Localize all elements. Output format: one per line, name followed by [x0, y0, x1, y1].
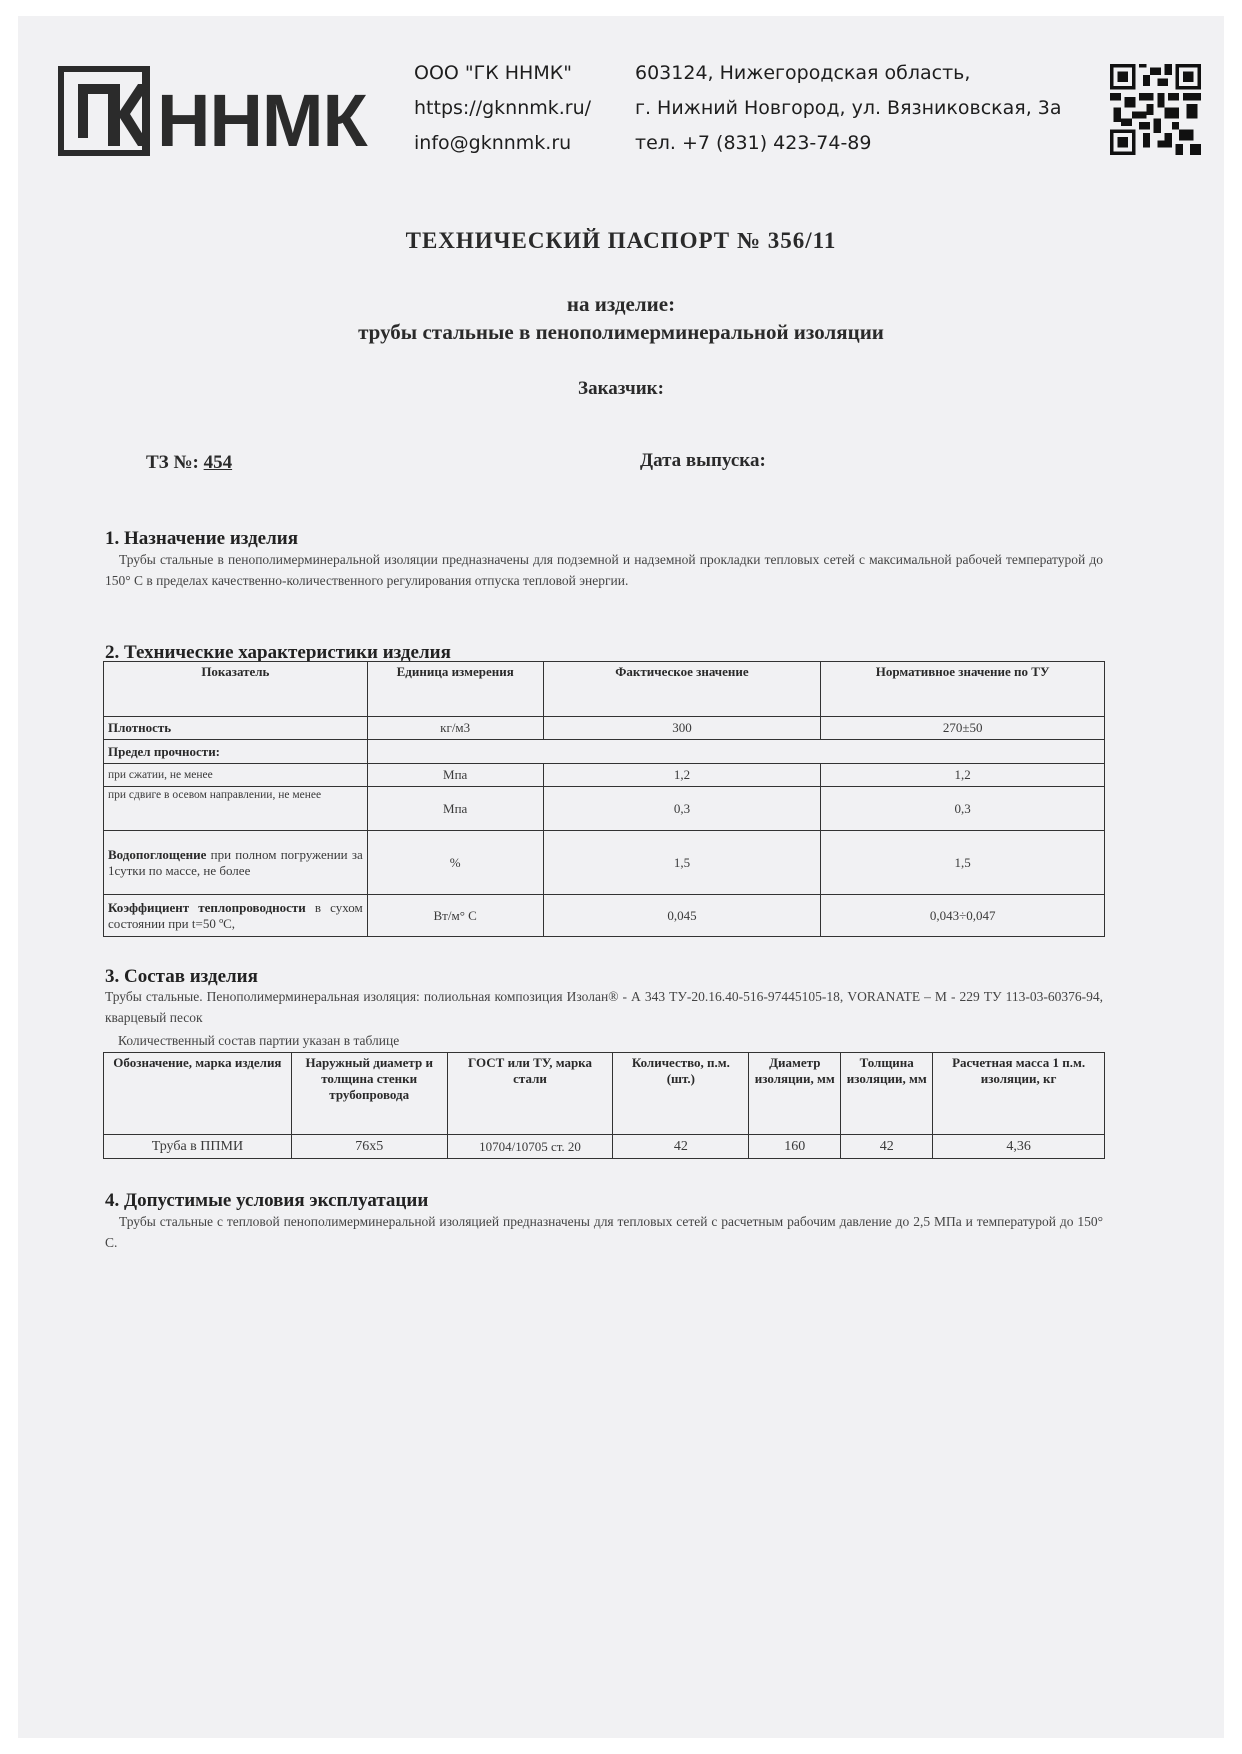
subtitle-1: на изделие: [566, 292, 676, 316]
section-3-note: Количественный состав партии указан в таблице [118, 1033, 400, 1048]
table-header-row [104, 662, 1105, 717]
param-norm: 270±50 [821, 717, 1105, 740]
header-insulation-thickness: Толщина изоляции, мм [841, 1053, 933, 1135]
tz-line [146, 452, 232, 474]
param-actual: 0,3 [543, 787, 821, 831]
company-email[interactable]: info@gknnmk.ru [414, 132, 572, 154]
company-site[interactable]: https://gknnmk.ru/ [414, 97, 592, 119]
param-name-bold: Коэффициент теплопроводности [108, 899, 306, 915]
cell-quantity: 42 [613, 1135, 749, 1159]
company-name: ООО "ГК ННМК" [414, 62, 572, 84]
header-parameter: Показатель [104, 662, 368, 717]
table-row [104, 895, 1105, 937]
param-name: при сдвиге в осевом направлении, не менее [104, 787, 368, 831]
param-norm: 0,043÷0,047 [821, 895, 1105, 937]
qr-code [1110, 64, 1201, 155]
param-norm: 1,5 [821, 831, 1105, 895]
subtitle-2: трубы стальные в пенополимерминеральной изоляции [358, 320, 884, 344]
param-name: Предел прочности: [104, 740, 368, 764]
param-name: Плотность [104, 717, 368, 740]
table-row [104, 740, 1105, 764]
param-unit: Вт/м° С [367, 895, 543, 937]
param-norm: 0,3 [821, 787, 1105, 831]
table-row [104, 717, 1105, 740]
table-row [104, 1135, 1105, 1159]
section-4-text: Трубы стальные с тепловой пенополимерминеральной изоляцией предназначены для тепловых сетей с расчетным рабочим давление до 2,5 МПа и температурой до 150° С. [105, 1214, 1103, 1250]
param-unit: Мпа [367, 787, 543, 831]
cell-gost: 10704/10705 ст. 20 [447, 1135, 613, 1159]
section-1-text: Трубы стальные в пенополимерминеральной изоляции предназначены для подземной и надземной прокладки тепловых сетей с максимальной рабочей температурой до 150° С в пределах качественно-количественного регулирования отпуска тепловой энергии. [105, 552, 1103, 588]
cell-mass: 4,36 [933, 1135, 1105, 1159]
cell-designation: Труба в ППМИ [104, 1135, 292, 1159]
header-insulation-diameter: Диаметр изоляции, мм [749, 1053, 841, 1135]
param-name: при сжатии, не менее [104, 764, 368, 787]
company-address [635, 56, 1062, 161]
table-row [104, 787, 1105, 831]
header-mass: Расчетная масса 1 п.м. изоляции, кг [933, 1053, 1105, 1135]
cell-diameter-wall: 76х5 [291, 1135, 447, 1159]
param-name-rest: при полном погружении за 1сутки по массе, не более [108, 846, 363, 878]
header-designation: Обозначение, марка изделия [104, 1053, 292, 1135]
param-unit: % [367, 831, 543, 895]
section-3-text: Трубы стальные. Пенополимерминеральная изоляция: полиольная композиция Изолан® - А 343 ТУ-20.16.40-516-97445105-18, VORANATE – M - 229 ТУ 113-03-60376-94, кварцевый песок [105, 989, 1103, 1025]
address-line-1: 603124, Нижегородская область, [635, 62, 971, 84]
header-norm: Нормативное значение по ТУ [821, 662, 1105, 717]
cell-insulation-thickness: 42 [841, 1135, 933, 1159]
param-actual: 0,045 [543, 895, 821, 937]
param-name-rest: в сухом состоянии при t=50 ºС, [108, 899, 363, 931]
param-name [104, 831, 368, 895]
table-row [104, 764, 1105, 787]
param-unit: Мпа [367, 764, 543, 787]
composition-table [103, 1052, 1105, 1159]
phone: тел. +7 (831) 423-74-89 [635, 132, 872, 154]
param-unit: кг/м3 [367, 717, 543, 740]
table-row [104, 831, 1105, 895]
company-contacts [414, 56, 591, 161]
param-actual: 300 [543, 717, 821, 740]
param-actual: 1,2 [543, 764, 821, 787]
logo-text: ННМК [157, 79, 367, 162]
tz-label: ТЗ №: [146, 452, 199, 473]
param-norm: 1,2 [821, 764, 1105, 787]
param-actual: 1,5 [543, 831, 821, 895]
cell-insulation-diameter: 160 [749, 1135, 841, 1159]
section-3-title: 3. Состав изделия [105, 966, 258, 987]
header-gost: ГОСТ или ТУ, марка стали [447, 1053, 613, 1135]
param-name-bold: Водопоглощение [108, 846, 207, 862]
section-1-title: 1. Назначение изделия [105, 528, 298, 549]
header-actual: Фактическое значение [543, 662, 821, 717]
table-header-row [104, 1053, 1105, 1135]
characteristics-table [103, 661, 1105, 937]
address-line-2: г. Нижний Новгород, ул. Вязниковская, 3а [635, 97, 1062, 119]
section-4-title: 4. Допустимые условия эксплуатации [105, 1190, 429, 1211]
release-date-label: Дата выпуска: [640, 450, 766, 471]
header-unit: Единица измерения [367, 662, 543, 717]
header-quantity: Количество, п.м. (шт.) [613, 1053, 749, 1135]
tz-value: 454 [203, 452, 233, 473]
section-2-title: 2. Технические характеристики изделия [105, 642, 451, 663]
header-diameter-wall: Наружный диаметр и толщина стенки трубопровода [291, 1053, 447, 1135]
document-title: ТЕХНИЧЕСКИЙ ПАСПОРТ № 356/11 [405, 228, 837, 253]
customer-label: Заказчик: [578, 378, 664, 399]
param-name [104, 895, 368, 937]
